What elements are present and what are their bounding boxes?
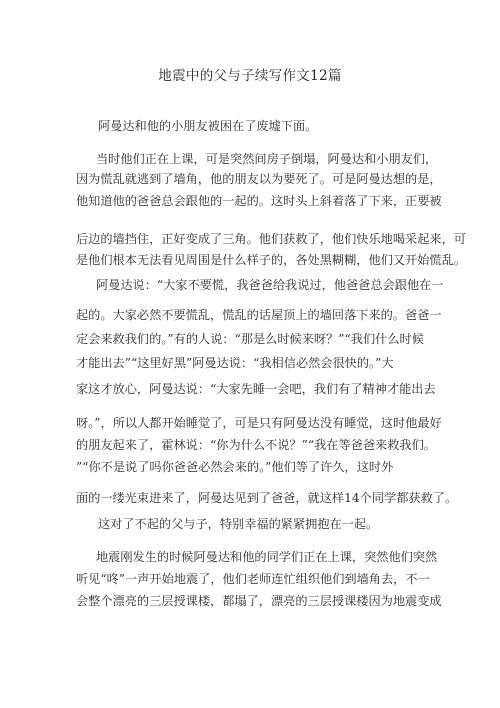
text-line: 家这才放心，阿曼达说：“大家先睡一会吧，我们有了精神才能出去 — [76, 382, 436, 396]
text-line: 面的一缕光束进来了，阿曼达见到了爸爸，就这样14个同学都获救了。 — [76, 491, 458, 505]
text-line: 阿曼达说：“大家不要慌，我爸爸给我说过，他爸爸总会跟他在一 — [96, 278, 444, 292]
text-line: 起的。大家必然不要慌乱，慌乱的话屋顶上的墙回落下来的。爸爸一 — [76, 308, 442, 322]
document-title: 地震中的父与子续写作文12篇 — [158, 68, 342, 84]
text-line: 会整个漂亮的三层授课楼，都塌了，漂亮的三层授课楼因为地震变成 — [76, 594, 442, 608]
text-line: 后边的墙挡住，正好变成了三角。他们获救了，他们快乐地喝采起来，可 — [76, 232, 466, 246]
text-line: 地震刚发生的时候阿曼达和他的同学们正在上课，突然他们突然 — [96, 550, 438, 564]
text-line: ”“你不是说了吗你爸爸必然会来的。”他们等了许久，这时外 — [76, 460, 394, 474]
text-line: 定会来救我们的。”有的人说：“那是么时候来呀？”“我们什么时候 — [76, 332, 424, 346]
text-line: 阿曼达和他的小朋友被困在了废墟下面。 — [98, 119, 318, 133]
text-line: 呀。”，所以人都开始睡觉了，可是只有阿曼达没有睡觉，这时他最好 — [76, 416, 442, 430]
text-line: 当时他们正在上课，可是突然间房子倒塌，阿曼达和小朋友们， — [96, 152, 438, 166]
text-line: 的朋友起来了，霍林说：“你为什么不说？”“我在等爸爸来救我们。 — [76, 438, 436, 452]
text-line: 是他们根本无法看见周围是什么样子的，各处黑糊糊，他们又开始慌乱。 — [76, 253, 466, 267]
text-line: 才能出去”“这里好黑”阿曼达说：“我相信必然会很快的。”大 — [76, 356, 394, 370]
text-line: 因为慌乱就逃到了墙角，他的朋友以为要死了。可是阿曼达想的是， — [76, 172, 442, 186]
text-line: 他知道他的爸爸总会跟他的一起的。这时头上斜着落了下来，正要被 — [76, 194, 442, 208]
text-line: 这对了不起的父与子，特别幸福的紧紧拥抱在一起。 — [98, 517, 379, 531]
text-line: 听见“咚”一声开始地震了，他们老师连忙组织他们到墙角去，不一 — [76, 572, 430, 586]
